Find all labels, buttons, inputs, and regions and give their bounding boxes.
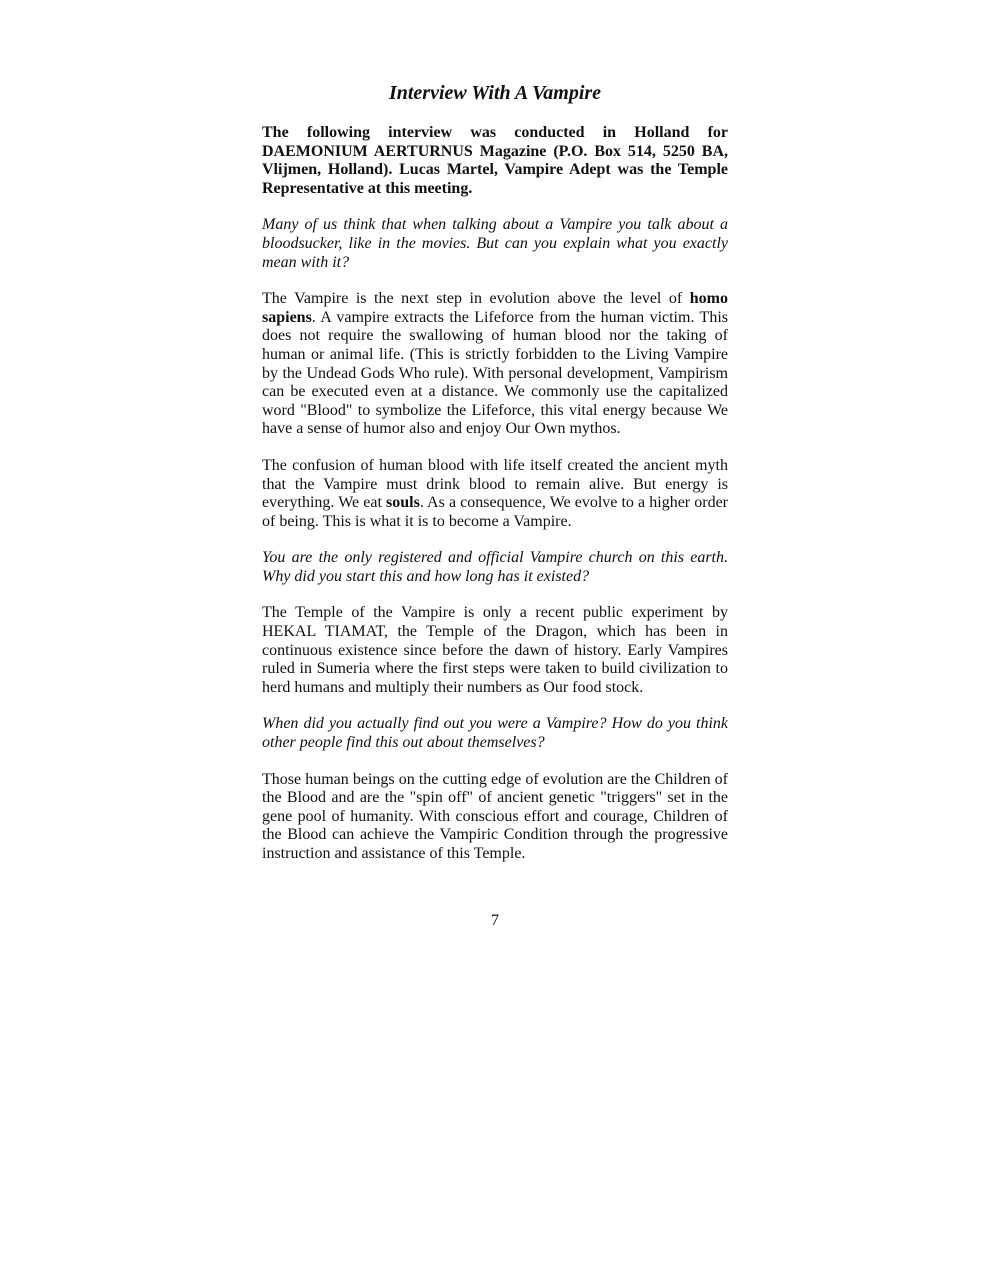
answer-2-text-end: . As a consequence, We evolve to a higher order of being. This is what it is to become a Vampire. bbox=[262, 494, 728, 530]
question-paragraph-3: When did you actually find out you were a Vampire? How do you think other people find this out about themselves? bbox=[262, 715, 728, 752]
page-number: 7 bbox=[491, 912, 499, 929]
answer-paragraph-3: The Temple of the Vampire is only a recent public experiment by HEKAL TIAMAT, the Temple of the Dragon, which has been in continuous existence since before the dawn of history. Early Vampires ruled in Sumeria where the first steps were taken to build civilization to herd humans and multiply their numbers as Our food stock. bbox=[262, 604, 728, 696]
answer-1-text-end: . A vampire extracts the Lifeforce from the human victim. This does not require the swallowing of human blood nor the taking of human or animal life. (This is strictly forbidden to the Living Vampire by the Undead Gods Who rule). With personal development, Vampirism can be executed even at a distance. We commonly use the capitalized word "Blood" to symbolize the Lifeforce, this vital energy because We have a sense of humor also and enjoy Our Own mythos. bbox=[262, 308, 728, 438]
text-column bbox=[262, 80, 728, 882]
question-paragraph-2: You are the only registered and official Vampire church on this earth. Why did you start this and how long has it existed? bbox=[262, 549, 728, 585]
page-title: Interview With A Vampire bbox=[388, 82, 602, 104]
answer-1-text-start: The Vampire is the next step in evolution above the level of bbox=[262, 290, 690, 308]
answer-1-bold-term: homo sapiens bbox=[262, 290, 728, 326]
answer-paragraph-1 bbox=[262, 290, 728, 439]
answer-paragraph-4: Those human beings on the cutting edge of evolution are the Children of the Blood and are the "spin off" of ancient genetic "triggers" set in the gene pool of humanity. With conscious effort and courage, Children of the Blood can achieve the Vampiric Condition through the progressive instruction and assistance of this Temple. bbox=[262, 770, 728, 862]
answer-2-text-start: The confusion of human blood with life itself created the ancient myth that the Vampire must drink blood to remain alive. But energy is everything. We eat bbox=[262, 456, 728, 512]
intro-paragraph: The following interview was conducted in Holland for DAEMONIUM AERTURNUS Magazine (P.O. Box 514, 5250 BA, Vlijmen, Holland). Lucas Martel, Vampire Adept was the Temple Representative at this meeting. bbox=[262, 124, 728, 197]
answer-2-bold-term: souls bbox=[386, 494, 420, 512]
question-paragraph-1: Many of us think that when talking about a Vampire you talk about a bloodsucker, like in the movies. But can you explain what you exactly mean with it? bbox=[262, 216, 728, 271]
answer-paragraph-2 bbox=[262, 457, 728, 531]
